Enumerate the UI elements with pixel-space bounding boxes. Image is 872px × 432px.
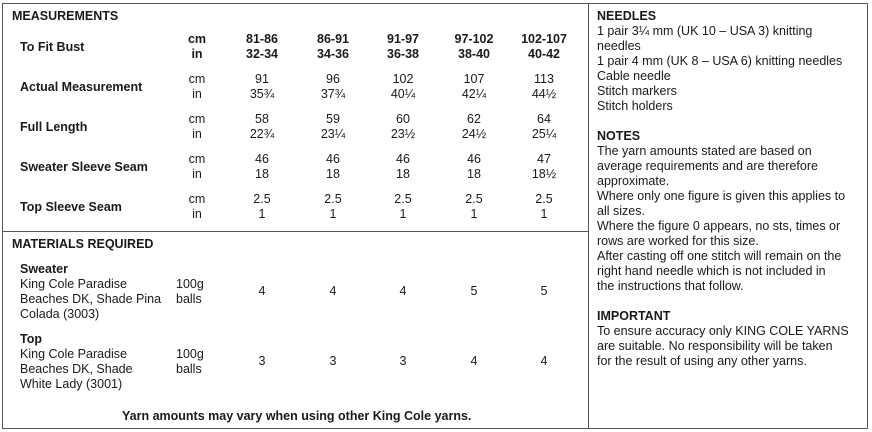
notes-line: average requirements and are therefore bbox=[597, 159, 818, 173]
measurement-value: 18 bbox=[255, 167, 269, 181]
notes-title: NOTES bbox=[597, 129, 641, 143]
measurement-value: 23½ bbox=[390, 127, 416, 141]
material-quantity-unit: balls bbox=[176, 292, 202, 306]
measurement-value: 34-36 bbox=[317, 47, 349, 61]
notes-line: The yarn amounts stated are based on bbox=[597, 144, 812, 158]
measurement-value: 46 bbox=[326, 152, 340, 166]
materials-title: MATERIALS REQUIRED bbox=[12, 237, 154, 251]
yarn-footnote: Yarn amounts may vary when using other King Cole yarns. bbox=[122, 409, 472, 423]
material-quantity-unit: 100g bbox=[176, 277, 204, 291]
important-line: are suitable. No responsibility will be taken bbox=[597, 339, 833, 353]
measurement-value: 1 bbox=[399, 207, 407, 221]
notes-line: right hand needle which is not included in bbox=[597, 264, 826, 278]
measurement-value: 2.5 bbox=[465, 192, 483, 206]
measurement-value: 2.5 bbox=[535, 192, 553, 206]
measurement-value: 40-42 bbox=[528, 47, 560, 61]
measurement-value: 1 bbox=[540, 207, 548, 221]
measurement-value: 91-97 bbox=[387, 32, 419, 46]
measurement-value: 2.5 bbox=[253, 192, 271, 206]
notes-line: Where only one figure is given this applies to bbox=[597, 189, 846, 203]
measurement-value: 1 bbox=[258, 207, 266, 221]
measurement-value: 2.5 bbox=[324, 192, 342, 206]
unit-label: cm bbox=[188, 72, 206, 86]
measurement-label: To Fit Bust bbox=[20, 40, 85, 54]
measurement-value: 47 bbox=[537, 152, 551, 166]
measurement-value: 46 bbox=[255, 152, 269, 166]
notes-section bbox=[597, 129, 862, 294]
needles-line: Stitch holders bbox=[597, 99, 673, 113]
measurement-value: 18 bbox=[326, 167, 340, 181]
unit-label: cm bbox=[188, 112, 206, 126]
unit-label: cm bbox=[187, 32, 207, 46]
material-heading: Top bbox=[20, 332, 42, 346]
material-description: White Lady (3001) bbox=[20, 377, 123, 391]
measurement-value: 113 bbox=[534, 72, 554, 86]
measurement-value: 46 bbox=[396, 152, 410, 166]
measurement-value: 46 bbox=[467, 152, 481, 166]
needles-line: Stitch markers bbox=[597, 84, 677, 98]
notes-line: approximate. bbox=[597, 174, 670, 188]
measurement-value: 96 bbox=[326, 72, 340, 86]
measurement-value: 1 bbox=[470, 207, 478, 221]
material-quantity-unit: 100g bbox=[176, 347, 204, 361]
measurement-value: 18 bbox=[396, 167, 410, 181]
important-title: IMPORTANT bbox=[597, 309, 671, 323]
column-divider bbox=[588, 3, 589, 429]
measurement-value: 35¾ bbox=[249, 87, 275, 101]
measurement-value: 44½ bbox=[531, 87, 557, 101]
measurement-value: 40¼ bbox=[390, 87, 416, 101]
material-ball-count: 3 bbox=[258, 354, 266, 368]
measurement-value: 37¾ bbox=[320, 87, 346, 101]
measurement-value: 102 bbox=[392, 72, 414, 86]
important-line: for the result of using any other yarns. bbox=[597, 354, 807, 368]
section-divider bbox=[2, 231, 589, 232]
unit-label: in bbox=[192, 167, 202, 181]
material-ball-count: 4 bbox=[470, 354, 478, 368]
measurement-value: 107 bbox=[463, 72, 485, 86]
measurement-label: Top Sleeve Seam bbox=[20, 200, 122, 214]
material-ball-count: 5 bbox=[470, 284, 478, 298]
measurement-value: 24½ bbox=[461, 127, 487, 141]
needles-title: NEEDLES bbox=[597, 9, 657, 23]
measurement-value: 38-40 bbox=[458, 47, 490, 61]
measurement-value: 102-107 bbox=[521, 32, 567, 46]
notes-line: the instructions that follow. bbox=[597, 279, 744, 293]
needles-section bbox=[597, 9, 862, 114]
needles-line: needles bbox=[597, 39, 641, 53]
material-ball-count: 4 bbox=[540, 354, 548, 368]
measurement-value: 1 bbox=[329, 207, 337, 221]
measurement-value: 36-38 bbox=[387, 47, 419, 61]
measurement-value: 18 bbox=[467, 167, 481, 181]
measurement-value: 23¼ bbox=[320, 127, 346, 141]
material-ball-count: 3 bbox=[399, 354, 407, 368]
unit-label: cm bbox=[188, 192, 206, 206]
notes-line: After casting off one stitch will remain on the bbox=[597, 249, 842, 263]
measurement-value: 64 bbox=[537, 112, 551, 126]
notes-line: all sizes. bbox=[597, 204, 645, 218]
material-ball-count: 5 bbox=[540, 284, 548, 298]
measurement-value: 25¼ bbox=[531, 127, 557, 141]
material-ball-count: 4 bbox=[329, 284, 337, 298]
needles-line: 1 pair 4 mm (UK 8 – USA 6) knitting needles bbox=[597, 54, 843, 68]
notes-line: Where the figure 0 appears, no sts, times or bbox=[597, 219, 841, 233]
unit-label: in bbox=[192, 127, 202, 141]
measurement-value: 42¼ bbox=[461, 87, 487, 101]
unit-label: in bbox=[192, 87, 202, 101]
measurement-value: 81-86 bbox=[246, 32, 278, 46]
measurement-value: 58 bbox=[255, 112, 269, 126]
measurement-label: Sweater Sleeve Seam bbox=[20, 160, 148, 174]
measurement-label: Actual Measurement bbox=[20, 80, 143, 94]
material-ball-count: 3 bbox=[329, 354, 337, 368]
important-section bbox=[597, 309, 862, 369]
measurement-value: 2.5 bbox=[394, 192, 412, 206]
measurement-value: 60 bbox=[396, 112, 410, 126]
measurement-value: 97-102 bbox=[454, 32, 494, 46]
notes-line: rows are worked for this size. bbox=[597, 234, 759, 248]
needles-line: 1 pair 3¼ mm (UK 10 – USA 3) knitting bbox=[597, 24, 813, 38]
measurement-value: 22¾ bbox=[249, 127, 275, 141]
material-description: Beaches DK, Shade bbox=[20, 362, 133, 376]
measurement-value: 86-91 bbox=[317, 32, 349, 46]
unit-label: cm bbox=[188, 152, 206, 166]
material-description: King Cole Paradise bbox=[20, 347, 128, 361]
measurement-label: Full Length bbox=[20, 120, 88, 134]
measurement-value: 59 bbox=[326, 112, 340, 126]
material-ball-count: 4 bbox=[258, 284, 266, 298]
material-ball-count: 4 bbox=[399, 284, 407, 298]
material-description: King Cole Paradise bbox=[20, 277, 128, 291]
important-line: To ensure accuracy only KING COLE YARNS bbox=[597, 324, 849, 338]
measurement-value: 18½ bbox=[531, 167, 557, 181]
measurement-value: 62 bbox=[467, 112, 481, 126]
material-quantity-unit: balls bbox=[176, 362, 202, 376]
measurements-title: MEASUREMENTS bbox=[12, 9, 119, 23]
material-description: Colada (3003) bbox=[20, 307, 100, 321]
unit-label: in bbox=[192, 207, 202, 221]
measurement-value: 32-34 bbox=[246, 47, 278, 61]
material-heading: Sweater bbox=[20, 262, 68, 276]
needles-line: Cable needle bbox=[597, 69, 671, 83]
material-description: Beaches DK, Shade Pina bbox=[20, 292, 162, 306]
measurement-value: 91 bbox=[255, 72, 269, 86]
unit-label: in bbox=[191, 47, 203, 61]
